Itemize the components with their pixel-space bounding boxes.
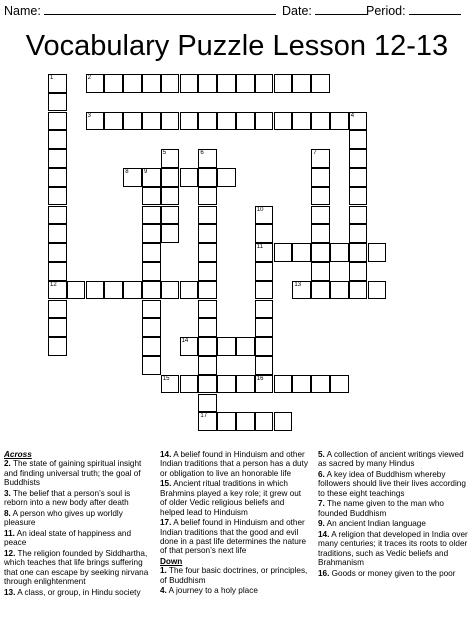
grid-cell[interactable] [217, 337, 236, 356]
grid-cell[interactable] [274, 112, 293, 131]
grid-cell[interactable] [198, 412, 217, 431]
clue-text: The state of gaining spiritual insight and finding universal truth; the goal of Buddhists [4, 459, 142, 488]
grid-cell[interactable] [330, 375, 349, 394]
grid-cell[interactable] [198, 300, 217, 319]
clue-text: The name given to the man who founded Buddhism [318, 499, 444, 518]
clue-number: 15 [162, 375, 170, 382]
grid-cell[interactable] [255, 281, 274, 300]
down-clue [318, 450, 470, 469]
grid-cell[interactable] [311, 187, 330, 206]
grid-cell[interactable] [311, 224, 330, 243]
grid-cell[interactable] [198, 262, 217, 281]
clue-text: The belief that a person’s soul is reborn into a new body after death [4, 488, 131, 508]
grid-cell[interactable] [292, 375, 311, 394]
grid-cell[interactable] [274, 243, 293, 262]
grid-cell[interactable] [255, 112, 274, 131]
grid-cell[interactable] [142, 224, 161, 243]
down-clue [318, 519, 470, 528]
grid-cell[interactable] [311, 74, 330, 93]
grid-cell[interactable] [255, 74, 274, 93]
grid-cell[interactable] [48, 130, 67, 149]
page-title: Vocabulary Puzzle Lesson 12-13 [25, 30, 449, 62]
name-label: Name: [4, 4, 41, 18]
grid-cell[interactable] [104, 112, 123, 131]
grid-cell[interactable] [48, 281, 67, 300]
clue-text: A belief found in Hinduism and other Indian traditions that a person has a duty or obligation to live an honorable life [160, 450, 308, 478]
clue-number: 12 [50, 281, 57, 288]
grid-cell[interactable] [217, 412, 236, 431]
grid-cell[interactable] [349, 243, 368, 262]
grid-cell[interactable] [48, 149, 67, 168]
clue-number: 3 [87, 112, 91, 119]
down-clue [160, 566, 310, 585]
clue-text: Ancient ritual traditions in which Brahmins played a key role; it grew out of older Vedic religious beliefs and helped lead to Hinduism [160, 479, 302, 517]
grid-cell[interactable] [180, 375, 199, 394]
grid-cell[interactable] [255, 243, 274, 262]
clue-text: A class, or group, in Hindu society [15, 587, 141, 597]
down-clue-list-part-2 [318, 450, 470, 578]
grid-cell[interactable] [311, 375, 330, 394]
grid-cell[interactable] [311, 206, 330, 225]
clue-num: 11. [4, 528, 15, 538]
grid-cell[interactable] [123, 112, 142, 131]
grid-cell[interactable] [48, 206, 67, 225]
grid-cell[interactable] [217, 74, 236, 93]
grid-cell[interactable] [255, 224, 274, 243]
grid-cell[interactable] [349, 224, 368, 243]
period-label: Period: [366, 4, 406, 18]
grid-cell[interactable] [48, 300, 67, 319]
clues-column-right [318, 450, 470, 579]
clue-number: 16 [256, 375, 264, 382]
clue-text: The four basic doctrines, or principles, of Buddhism [160, 566, 308, 585]
clues-column-left [4, 450, 154, 598]
grid-cell[interactable] [330, 281, 349, 300]
grid-cell[interactable] [161, 187, 180, 206]
grid-cell[interactable] [142, 337, 161, 356]
grid-cell[interactable] [255, 318, 274, 337]
grid-cell[interactable] [217, 168, 236, 187]
grid-cell[interactable] [198, 375, 217, 394]
across-clue [160, 479, 310, 517]
grid-cell[interactable] [123, 281, 142, 300]
grid-cell[interactable] [349, 206, 368, 225]
grid-cell[interactable] [161, 206, 180, 225]
down-clue [318, 530, 470, 568]
down-clue-list-part-1 [160, 566, 310, 595]
grid-cell[interactable] [349, 187, 368, 206]
grid-cell[interactable] [48, 318, 67, 337]
grid-cell[interactable] [255, 262, 274, 281]
clue-number: 11 [256, 244, 264, 251]
grid-cell[interactable] [142, 356, 161, 375]
across-clue-list-part-2 [160, 450, 310, 556]
grid-cell[interactable] [48, 93, 67, 112]
grid-cell[interactable] [180, 337, 199, 356]
date-label: Date: [282, 4, 312, 18]
clue-num: 3. [4, 488, 11, 498]
clue-number: 7 [313, 150, 317, 157]
grid-cell[interactable] [104, 74, 123, 93]
clue-text: An ideal state of happiness and peace [4, 528, 132, 548]
grid-cell[interactable] [349, 262, 368, 281]
clue-text: A journey to a holy place [166, 586, 258, 596]
clue-num: 6. [318, 470, 325, 479]
grid-cell[interactable] [86, 74, 105, 93]
grid-cell[interactable] [86, 112, 105, 131]
grid-cell[interactable] [180, 74, 199, 93]
across-clue [4, 549, 154, 587]
grid-cell[interactable] [67, 281, 86, 300]
clues-column-middle [160, 450, 310, 597]
grid-cell[interactable] [292, 281, 311, 300]
grid-cell[interactable] [48, 224, 67, 243]
grid-cell[interactable] [180, 112, 199, 131]
grid-cell[interactable] [311, 262, 330, 281]
across-clue [4, 588, 154, 597]
down-heading: Down [160, 557, 183, 567]
across-clue [160, 450, 310, 478]
grid-cell[interactable] [198, 224, 217, 243]
grid-cell[interactable] [198, 112, 217, 131]
grid-cell[interactable] [48, 262, 67, 281]
grid-cell[interactable] [123, 74, 142, 93]
grid-cell[interactable] [180, 168, 199, 187]
grid-cell[interactable] [217, 112, 236, 131]
grid-cell[interactable] [274, 375, 293, 394]
clue-number: 10 [256, 206, 264, 213]
grid-cell[interactable] [198, 243, 217, 262]
grid-cell[interactable] [142, 206, 161, 225]
grid-cell[interactable] [48, 168, 67, 187]
grid-cell[interactable] [311, 149, 330, 168]
grid-cell[interactable] [236, 337, 255, 356]
clue-num: 17. [160, 518, 172, 528]
grid-cell[interactable] [142, 262, 161, 281]
grid-cell[interactable] [48, 243, 67, 262]
clue-text: An ancient Indian language [324, 519, 426, 529]
grid-cell[interactable] [86, 281, 105, 300]
grid-cell[interactable] [123, 168, 142, 187]
clue-text: A religion that developed in India over many centuries; it traces its roots to older traditions, such as Vedic beliefs and Brahmanism [318, 530, 468, 568]
grid-cell[interactable] [161, 74, 180, 93]
clue-text: A person who gives up worldly pleasure [4, 508, 123, 528]
grid-cell[interactable] [198, 206, 217, 225]
grid-cell[interactable] [142, 187, 161, 206]
clue-number: 5 [162, 150, 167, 157]
grid-cell[interactable] [292, 74, 311, 93]
across-clue-list-part-1 [4, 459, 154, 597]
grid-cell[interactable] [255, 412, 274, 431]
grid-cell[interactable] [104, 281, 123, 300]
clue-num: 8. [4, 508, 11, 518]
grid-cell[interactable] [198, 281, 217, 300]
clue-num: 14. [160, 450, 172, 459]
clue-text: A belief found in Hinduism and other Indian traditions that the good and evil done in a past life determines the nature of that person’s next life [160, 518, 307, 556]
clue-num: 9. [318, 519, 325, 529]
clue-num: 4. [160, 586, 167, 596]
down-clue [318, 499, 470, 518]
clue-number: 13 [294, 281, 302, 288]
grid-cell[interactable] [161, 112, 180, 131]
grid-cell[interactable] [311, 168, 330, 187]
grid-cell[interactable] [274, 412, 293, 431]
clue-text: The religion founded by Siddhartha, which teaches that life brings suffering that one can escape by seeking nirvana through enlightenment [4, 548, 149, 587]
down-clue [160, 586, 310, 595]
grid-cell[interactable] [142, 243, 161, 262]
clue-number: 14 [181, 338, 189, 345]
grid-cell[interactable] [368, 243, 387, 262]
grid-cell[interactable] [142, 318, 161, 337]
grid-cell[interactable] [198, 74, 217, 93]
grid-cell[interactable] [236, 412, 255, 431]
grid-cell[interactable] [48, 187, 67, 206]
grid-cell[interactable] [198, 168, 217, 187]
grid-cell[interactable] [217, 375, 236, 394]
grid-cell[interactable] [236, 375, 255, 394]
clue-number: 6 [200, 150, 204, 157]
across-heading: Across [4, 450, 32, 459]
clue-number: 1 [50, 75, 54, 81]
grid-cell[interactable] [330, 112, 349, 131]
clue-num: 16. [318, 568, 330, 578]
grid-cell[interactable] [161, 375, 180, 394]
grid-cell[interactable] [161, 168, 180, 187]
down-clue [318, 470, 470, 498]
grid-cell[interactable] [198, 337, 217, 356]
clue-number: 17 [200, 413, 208, 420]
clue-num: 1. [160, 566, 167, 576]
grid-cell[interactable] [161, 224, 180, 243]
across-clue [4, 459, 154, 487]
grid-cell[interactable] [349, 168, 368, 187]
clue-number: 9 [144, 169, 148, 175]
grid-cell[interactable] [48, 74, 67, 93]
down-clue [318, 569, 470, 578]
grid-cell[interactable] [198, 149, 217, 168]
clue-number: 2 [87, 75, 91, 81]
across-clue [160, 518, 310, 556]
grid-cell[interactable] [311, 243, 330, 262]
grid-cell[interactable] [161, 149, 180, 168]
grid-cell[interactable] [349, 149, 368, 168]
grid-cell[interactable] [349, 112, 368, 131]
clue-number: 4 [350, 112, 355, 119]
grid-cell[interactable] [255, 300, 274, 319]
grid-cell[interactable] [274, 74, 293, 93]
grid-cell[interactable] [236, 74, 255, 93]
clue-text: Goods or money given to the poor [329, 568, 456, 578]
grid-cell[interactable] [292, 112, 311, 131]
clue-text: A collection of ancient writings viewed as sacred by many Hindus [318, 450, 464, 469]
grid-cell[interactable] [198, 187, 217, 206]
grid-cell[interactable] [142, 112, 161, 131]
grid-cell[interactable] [48, 337, 67, 356]
grid-cell[interactable] [142, 300, 161, 319]
clue-num: 12. [4, 548, 16, 558]
grid-cell[interactable] [142, 281, 161, 300]
grid-cell[interactable] [198, 318, 217, 337]
clue-num: 13. [4, 587, 16, 597]
across-clue [4, 489, 154, 508]
grid-cell[interactable] [161, 281, 180, 300]
grid-cell[interactable] [180, 281, 199, 300]
grid-cell[interactable] [292, 243, 311, 262]
clue-num: 2. [4, 459, 11, 469]
clue-num: 7. [318, 499, 325, 509]
grid-cell[interactable] [311, 112, 330, 131]
grid-cell[interactable] [311, 281, 330, 300]
grid-cell[interactable] [255, 356, 274, 375]
across-clue [4, 509, 154, 528]
clue-num: 14. [318, 530, 330, 539]
grid-cell[interactable] [330, 243, 349, 262]
grid-cell[interactable] [368, 281, 387, 300]
grid-cell[interactable] [142, 74, 161, 93]
grid-cell[interactable] [349, 130, 368, 149]
grid-cell[interactable] [255, 375, 274, 394]
grid-cell[interactable] [198, 394, 217, 413]
clue-text: A key idea of Buddhism whereby followers should live their lives according to these eight teachings [318, 470, 466, 498]
clue-number: 8 [125, 169, 129, 175]
grid-cell[interactable] [255, 206, 274, 225]
grid-cell[interactable] [236, 112, 255, 131]
grid-cell[interactable] [142, 168, 161, 187]
grid-cell[interactable] [48, 112, 67, 131]
grid-cell[interactable] [198, 356, 217, 375]
clue-num: 15. [160, 479, 172, 489]
grid-cell[interactable] [255, 337, 274, 356]
grid-cell[interactable] [349, 281, 368, 300]
clue-num: 5. [318, 450, 325, 459]
across-clue [4, 529, 154, 548]
